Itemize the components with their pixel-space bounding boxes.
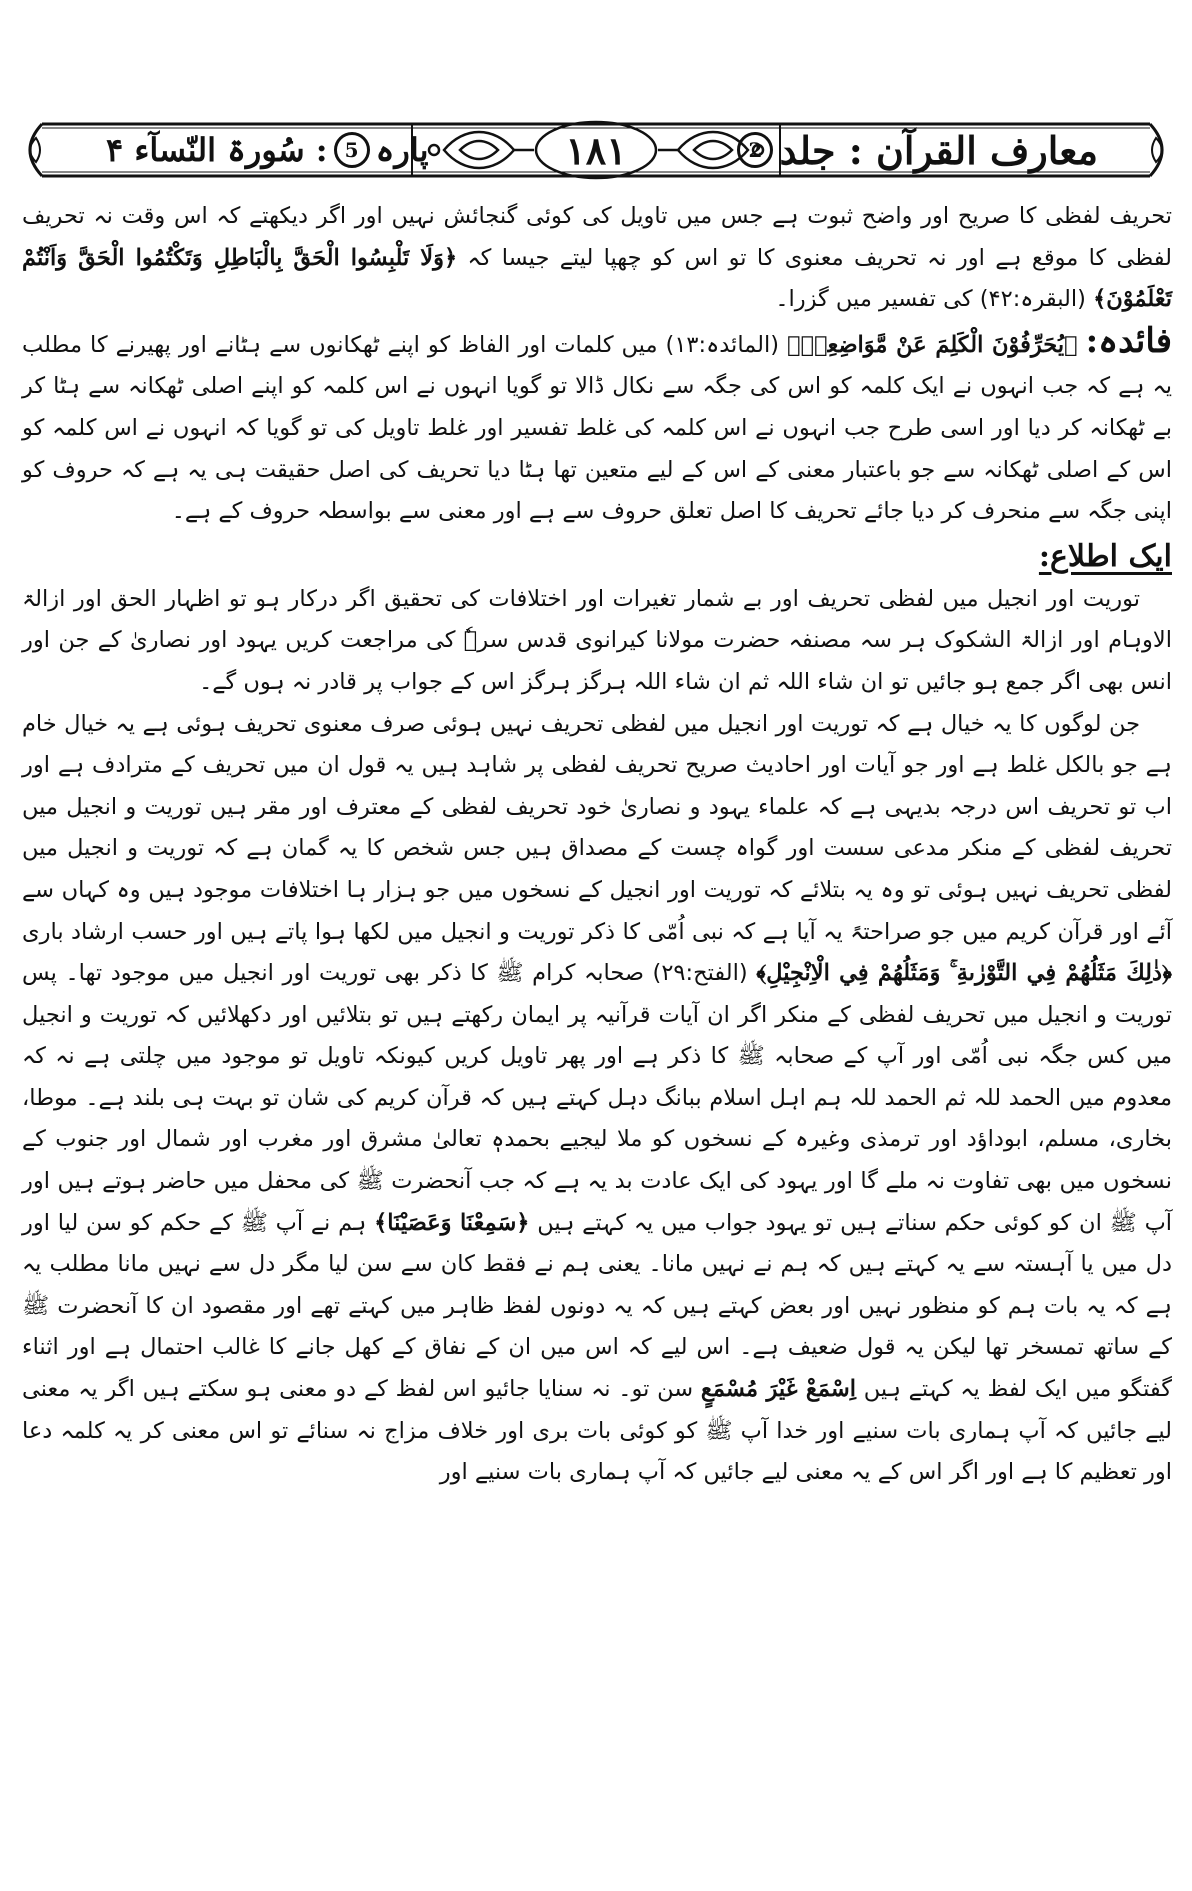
paragraph-3-tail: ہم نے آپ ﷺ کے حکم کو سن لیا اور دل میں یا آہستہ سے یہ کہتے ہیں کہ ہم نے نہیں مانا۔ یعنی ہم نے فقط کان سے سن لیا مگر دل سے نہیں مانا مطلب یہ ہے کہ یہ بات ہم کو منظور نہیں اور بعض کہتے ہیں کہ یہ دونوں لفظ ظاہر میں کہتے تھے اور مقصود ان کا آنحضرت ﷺ کے ساتھ تمسخر تھا لیکن یہ قول ضعیف ہے۔ اس لیے کہ اس میں ان کے نفاق کے کھل جانے کا غالب احتمال ہے اور اثناء گفتگو میں ایک لفظ یہ کہتے ہیں [22,1209,1172,1403]
paragraph-2: توریت اور انجیل میں لفظی تحریف اور بے شمار تغیرات اور اختلافات کی تحقیق اگر درکار ہو تو اظہار الحق اور ازالۃ الاوہام اور ازالۃ الشکوک ہر سہ مصنفہ حضرت مولانا کیرانوی قدس سرہٗ کی مراجعت کریں یہود اور نصاریٰ کے جن اور انس بھی اگر جمع ہو جائیں تو ان شاء اللہ ثم ان شاء اللہ ہرگز ہرگز اس کے جواب پر قادر نہ ہوں گے۔ [22,585,1172,695]
verse-reference: (الفتح:۲۹) [652,960,748,987]
quran-verse-fath: ﴿ذٰلِكَ مَثَلُهُمْ فِي التَّوْرٰىةِ ۚ وَمَثَلُهُمْ فِي الْاِنْجِيْلِ﴾ [756,960,1173,987]
para-number: 5 [334,132,370,168]
paragraph-3 [22,704,1172,1494]
page-body [22,196,1172,1494]
para-label: پارہ [375,131,429,169]
verse-reference: (المائدہ:۱۳) [665,331,780,358]
paragraph-4-text: سن تو۔ نہ سنایا جائیو اس لفظ کے دو معنی ہو سکتے ہیں اگر یہ معنی لیے جائیں کہ آپ ہماری بات سنیے اور خدا آپ ﷺ کو کوئی بات بری اور خلاف مزاج نہ سنائے تو اس معنی کر یہ کلمہ دعا اور تعظیم کا ہے اور اگر اس کے یہ معنی لیے جائیں کہ آپ ہماری بات سنیے اور [22,1376,1172,1486]
paragraph-3-text: جن لوگوں کا یہ خیال ہے کہ توریت اور انجیل میں لفظی تحریف نہیں ہوئی صرف معنوی تحریف ہوئی ہے یہ خیال خام ہے جو بالکل غلط ہے اور جو آیات اور احادیث صریح تحریف لفظی پر شاہد ہیں یہ قول ان میں تحریف کے مترادف ہے اور اب تو تحریف اس درجہ بدیہی ہے کہ علماء یہود و نصاریٰ خود تحریف لفظی کے معترف اور مقر ہیں توریت و انجیل میں تحریف لفظی کے منکر مدعی سست اور گواہ چست کے مصداق ہیں جس شخص کا یہ گمان ہے کہ توریت و انجیل میں لفظی تحریف نہیں ہوئی تو وہ یہ بتلائے کہ توریت اور انجیل کے نسخوں میں جو ہزار ہا اختلافات موجود ہیں وہ کہاں سے آئے اور قرآن کریم میں جو صراحتہً یہ آیا ہے کہ نبی اُمّی کا ذکر توریت و انجیل میں لکھا ہوا پاتے ہیں اور حسب ارشاد باری [22,710,1172,945]
paragraph-1-end: کی تفسیر میں گزرا۔ [775,286,973,313]
faida-paragraph [22,321,1172,533]
surah-label [106,122,428,178]
section-heading: ایک اطلاع: [1038,538,1172,574]
page-number: ١٨١ [565,127,627,173]
volume-number: 2 [737,132,773,168]
faida-text: میں کلمات اور الفاظ کو اپنے ٹھکانوں سے ہٹانے اور پھیرنے کا مطلب یہ ہے کہ جب انہوں نے ایک کلمہ کو اس کی جگہ سے نکال ڈالا تو گویا انہوں نے اس کلمہ کو اپنے اصلی ٹھکانہ سے ہٹا کر بے ٹھکانہ کر دیا اور اسی طرح جب انہوں نے اس کلمہ کی غلط تفسیر اور غلط تاویل کی تو گویا کہ انہوں نے اس کلمہ کو اس کے اصلی ٹھکانہ سے جو باعتبار معنی کے اس کے لیے متعین تھا ہٹا دیا تحریف کی اصل حقیقت ہی یہ ہے کہ حروف کو اپنی جگہ سے منحرف کر دیا جائے تحریف کا اصل تعلق حروف سے ہے اور معنی سے بواسطہ حروف کے ہے۔ [22,331,1172,525]
quran-verse-baqarah: ﴿وَلَا تَلْبِسُوا الْحَقَّ بِالْبَاطِلِ وَتَكْتُمُوا الْحَقَّ وَاَنْتُمْ تَعْلَمُوْنَ﴾ [22,244,1172,313]
paragraph-1 [22,196,1172,321]
book-title [731,122,1098,178]
page-header [14,118,1178,182]
quran-phrase-isma: اِسْمَعْ غَيْرَ مُسْمَعٍ [700,1376,856,1403]
paragraph-1-text: تحریف لفظی کا صریح اور واضح ثبوت ہے جس میں تاویل کی کوئی گنجائش نہیں اور اگر دیکھتے کہ اس وقت نہ تحریف لفظی کا موقع ہے اور نہ تحریف معنوی کا تو اس کو چھپا لیتے جیسا کہ [22,203,1172,271]
verse-reference: (البقرہ:۴۲) [979,286,1086,313]
paragraph-3-middle: صحابہ کرام ﷺ کا ذکر بھی توریت اور انجیل میں موجود تھا۔ پس توریت و انجیل میں تحریف لفظی کے منکر اگر ان آیات قرآنیہ پر ایمان رکھتے ہیں تو بتلائیں اور دکھلائیں کہ توریت و انجیل میں کس جگہ نبی اُمّی اور آپ کے صحابہ ﷺ کا ذکر ہے اور پھر تاویل کریں کیونکہ تاویل تو موجود میں چلتی ہے نہ کہ معدوم میں الحمد للہ ثم الحمد للہ ہم اہل اسلام ببانگ دہل کہتے ہیں کہ قرآن کریم کی شان تو بہت ہی بلند ہے۔ موطا، بخاری، مسلم، ابوداؤد اور ترمذی وغیرہ کے نسخوں کو ملا لیجیے بحمدہٖ تعالیٰ مشرق اور مغرب اور شمال اور جنوب کے نسخوں میں بھی تفاوت نہ ملے گا اور یہود کی ایک عادت بد یہ ہے کہ جب آنحضرت ﷺ کی محفل میں حاضر ہوتے ہیں اور آپ ﷺ ان کو کوئی حکم سناتے ہیں تو یہود جواب میں یہ کہتے ہیں [22,960,1173,1236]
faida-label: فائدہ: [1085,320,1173,361]
book-title-text: معارف القرآن : جلد [779,127,1098,173]
surah-name: : سُورۃ النّسآء ۴ [106,131,328,169]
quran-phrase-samina: ﴿سَمِعْنَا وَعَصَيْنَا﴾ [374,1209,530,1236]
quran-verse-maidah: ﴿يُحَرِّفُوْنَ الْكَلِمَ عَنْ مَّوَاضِعِهٖ﴾ [787,331,1078,358]
